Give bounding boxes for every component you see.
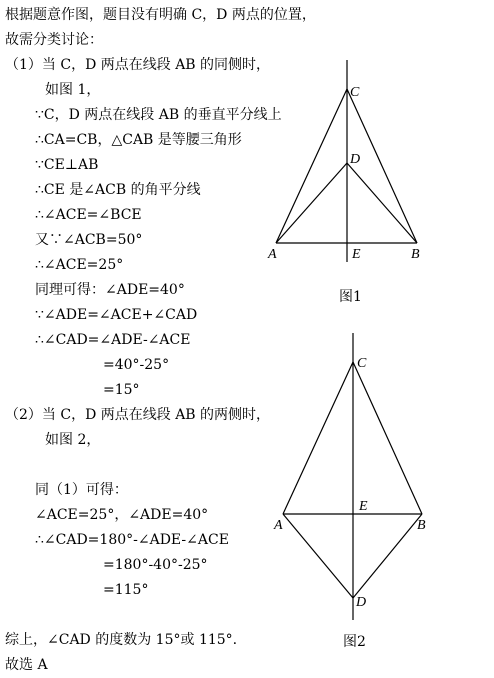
- fig2-segment-CA: [283, 362, 353, 514]
- conclusion-line: 综上，∠CAD 的度数为 15°或 115°.: [5, 632, 238, 648]
- text-line: 故需分类讨论：: [5, 32, 103, 48]
- text-line: 同（1）可得：: [35, 482, 128, 498]
- fig1-segment-CA: [276, 89, 347, 243]
- text-line: 又∵∠ACB=50°: [35, 232, 143, 248]
- figure-2: [283, 333, 422, 620]
- text-line: 如图 2，: [45, 432, 101, 448]
- fig2-label-C: C: [357, 356, 367, 371]
- answer-line: 故选 A: [5, 657, 48, 673]
- text-line: ∴CA=CB，△CAB 是等腰三角形: [35, 132, 242, 148]
- fig2-segment-DB: [353, 514, 422, 598]
- text-line: 根据题意作图，题目没有明确 C，D 两点的位置，: [5, 7, 316, 23]
- text-line: =40°-25°: [103, 357, 170, 373]
- fig2-label-A: A: [274, 518, 283, 533]
- text-line: 同理可得：∠ADE=40°: [35, 282, 185, 298]
- text-line: =115°: [103, 582, 149, 598]
- figure-1: [276, 60, 417, 262]
- fig2-label-D: D: [356, 595, 367, 610]
- text-line: =180°-40°-25°: [103, 557, 208, 573]
- fig2-caption: 图2: [343, 634, 366, 650]
- fig1-segment-DB: [347, 163, 417, 243]
- fig2-segment-DA: [283, 514, 353, 598]
- fig1-label-E: E: [352, 247, 361, 262]
- text-line: ∴∠ACE=25°: [35, 257, 124, 273]
- text-line: =15°: [103, 382, 140, 398]
- text-line: ∵∠ADE=∠ACE+∠CAD: [35, 307, 198, 323]
- text-line: 如图 1，: [45, 82, 101, 98]
- fig1-label-A: A: [268, 247, 277, 262]
- fig1-label-B: B: [411, 247, 420, 262]
- fig1-label-D: D: [350, 152, 361, 167]
- text-line: ∠ACE=25°，∠ADE=40°: [35, 507, 209, 523]
- fig1-caption: 图1: [339, 289, 362, 305]
- text-line: ∵CE⊥AB: [35, 157, 99, 173]
- text-line: ∴∠CAD=∠ADE-∠ACE: [35, 332, 191, 348]
- text-line: ∴∠ACE=∠BCE: [35, 207, 142, 223]
- fig2-label-E: E: [359, 499, 368, 514]
- fig1-segment-DA: [276, 163, 347, 243]
- case2-heading: （2）当 C，D 两点在线段 AB 的两侧时，: [5, 407, 271, 423]
- text-line: ∴CE 是∠ACB 的角平分线: [35, 182, 201, 198]
- text-line: ∵C，D 两点在线段 AB 的垂直平分线上: [35, 107, 282, 123]
- fig2-label-B: B: [417, 518, 426, 533]
- case1-heading: （1）当 C，D 两点在线段 AB 的同侧时，: [5, 57, 271, 73]
- fig2-segment-CB: [353, 362, 422, 514]
- fig1-label-C: C: [350, 85, 360, 100]
- text-line: ∴∠CAD=180°-∠ADE-∠ACE: [35, 532, 229, 548]
